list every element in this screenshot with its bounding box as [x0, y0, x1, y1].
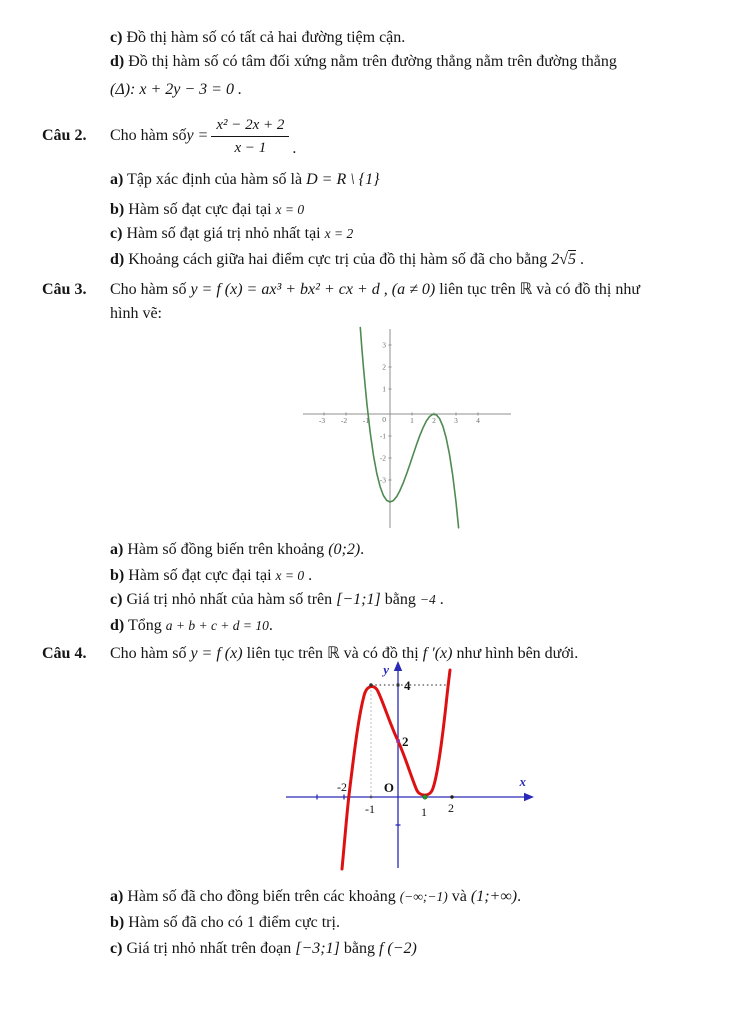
origin-label: 0 — [382, 415, 386, 424]
intro-text: Cho hàm số — [110, 645, 191, 662]
item-label: c) — [110, 225, 123, 242]
tick-label: -2 — [379, 453, 386, 463]
trailing-text: liên tục trên ℝ và có đồ thị như — [435, 281, 641, 298]
intro-text: Cho hàm số — [110, 281, 191, 298]
item-label: a) — [110, 888, 124, 905]
item-text: bằng — [380, 591, 420, 608]
item-text: Tổng — [124, 617, 166, 634]
intro-text: Cho hàm số — [110, 127, 187, 144]
y2-intercept-marker — [396, 739, 400, 743]
math-expression: a + b + c + d = 10 — [165, 618, 269, 633]
math-expression: x = 0 — [275, 568, 305, 583]
period: . — [292, 140, 297, 157]
sqrt-expression — [551, 250, 576, 268]
item-label: a) — [110, 541, 124, 558]
period: . — [304, 567, 313, 584]
item-text: Hàm số đã cho đồng biến trên các khoảng — [123, 888, 400, 905]
item-label: d) — [110, 617, 125, 634]
local-min-point — [423, 795, 427, 799]
x2-tick-dot — [450, 795, 453, 798]
tick-label: 2 — [432, 416, 436, 425]
tick-label: 2 — [448, 801, 454, 815]
fraction-denominator: x − 1 — [234, 139, 267, 156]
q2-header — [42, 110, 725, 162]
axes — [286, 669, 524, 868]
math-expression: (0;2) — [328, 541, 361, 558]
tick-label: 3 — [454, 416, 458, 425]
period: . — [268, 617, 273, 634]
math-value: −4 — [419, 592, 436, 607]
text: hình vẽ: — [110, 305, 162, 322]
q3-item-c — [110, 588, 725, 612]
cau4-graph-container — [278, 660, 538, 873]
item-label: b) — [110, 567, 125, 584]
x-axis-arrow — [524, 793, 534, 801]
tick-label: -3 — [318, 416, 326, 425]
tick-label: 2 — [402, 734, 409, 749]
math-expression: (−∞;−1) — [399, 889, 448, 904]
period: . — [517, 888, 522, 905]
item-text: Hàm số đồng biến trên khoảng — [123, 541, 329, 558]
q2-item-b — [110, 198, 725, 222]
math-expression: [−1;1] — [336, 591, 381, 608]
item-label: b) — [110, 201, 125, 218]
q1-item-c — [110, 26, 725, 50]
item-text: Khoảng cách giữa hai điểm cực trị của đồ thị hàm số đã cho bằng — [124, 251, 552, 268]
item-label: c) — [110, 940, 123, 957]
q4-item-c — [110, 937, 725, 961]
item-label: a) — [110, 171, 124, 188]
cau3-graph-container — [297, 326, 517, 530]
q3-item-d — [110, 614, 725, 638]
tick-label: 4 — [476, 416, 480, 425]
q4-item-a — [110, 885, 725, 909]
item-label: d) — [110, 251, 125, 268]
period: . — [576, 251, 584, 268]
math-expression: D = R \ {1} — [306, 171, 380, 188]
axes — [303, 329, 511, 528]
derivative-curve — [342, 670, 450, 869]
math-expression: x = 0 — [275, 202, 305, 217]
cau3-graph — [297, 326, 517, 530]
item-text: Đồ thị hàm số có tâm đối xứng nằm trên đường thẳng nằm trên đường thẳng — [124, 53, 617, 70]
q2-item-c — [110, 222, 725, 246]
math-expression: x = 2 — [324, 226, 354, 241]
tick-label: -1 — [379, 431, 386, 441]
y4-axis-marker — [397, 684, 400, 687]
tick-label: -2 — [337, 780, 347, 794]
item-label: c) — [110, 591, 123, 608]
origin-label: O — [383, 780, 394, 795]
cubic-curve — [360, 328, 458, 528]
math-expression: f ′(x) — [422, 645, 453, 662]
question-label: Câu 3. — [42, 281, 87, 298]
sqrt-radicand: 5 — [568, 251, 576, 268]
q3-item-a — [110, 538, 725, 562]
item-text: Hàm số đã cho có 1 điểm cực trị. — [124, 914, 340, 931]
q2-item-d — [110, 248, 725, 272]
math-expression: (1;+∞) — [470, 888, 518, 905]
item-label: b) — [110, 914, 125, 931]
q1-item-d — [110, 50, 725, 74]
item-text: bằng — [339, 940, 379, 957]
q1-delta-equation — [110, 78, 725, 102]
item-text: liên tục trên ℝ và có đồ thị — [242, 645, 423, 662]
period: . — [435, 591, 444, 608]
tick-label: -2 — [340, 416, 348, 425]
math-expression: [−3;1] — [295, 940, 340, 957]
xm1-tick-dot — [370, 796, 373, 799]
tick-label: -1 — [362, 416, 370, 425]
tick-label: -1 — [365, 802, 375, 816]
item-text: Tập xác định của hàm số là — [123, 171, 307, 188]
tick-label: 1 — [421, 805, 427, 819]
math-lhs: y = — [186, 127, 209, 144]
tick-label: 4 — [404, 678, 411, 693]
cau4-graph — [278, 660, 538, 873]
item-text: Đồ thị hàm số có tất cả hai đường tiệm cận. — [122, 29, 406, 46]
fraction — [211, 115, 289, 158]
math-expression: (Δ): x + 2y − 3 = 0 . — [110, 81, 242, 98]
fraction-numerator: x² − 2x + 2 — [211, 115, 289, 137]
math-expression: y = f (x) = ax³ + bx² + cx + d , (a ≠ 0) — [190, 281, 436, 298]
item-text: và — [447, 888, 471, 905]
trailing-text: như hình bên dưới. — [452, 645, 579, 662]
item-text: Hàm số đạt giá trị nhỏ nhất tại — [122, 225, 325, 242]
period: . — [360, 541, 365, 558]
sqrt-coefficient: 2√ — [551, 251, 568, 268]
math-value: f (−2) — [378, 940, 417, 957]
item-label: d) — [110, 53, 125, 70]
question-label: Câu 4. — [42, 645, 87, 662]
local-max-point — [369, 683, 373, 687]
tick-label: -3 — [379, 475, 386, 485]
item-text: Hàm số đạt cực đại tại — [124, 201, 276, 218]
item-text: Giá trị nhỏ nhất của hàm số trên — [122, 591, 337, 608]
x-axis-label: x — [519, 774, 526, 789]
q3-header — [42, 278, 725, 302]
item-text: Hàm số đạt cực đại tại — [124, 567, 276, 584]
item-label: c) — [110, 29, 123, 46]
question-label: Câu 2. — [42, 127, 87, 144]
item-text: Giá trị nhỏ nhất trên đoạn — [122, 940, 296, 957]
q4-item-b — [110, 911, 725, 935]
q3-item-b — [110, 564, 725, 588]
y-axis-label: y — [383, 662, 389, 677]
q2-item-a — [110, 168, 725, 192]
tick-label: 3 — [382, 340, 386, 350]
math-expression: y = f (x) — [190, 645, 243, 662]
tick-label: 2 — [382, 362, 386, 372]
q4-header — [42, 642, 725, 666]
tick-label: 1 — [410, 416, 414, 425]
tick-label: 1 — [382, 384, 386, 394]
q3-header-line2 — [110, 302, 725, 326]
